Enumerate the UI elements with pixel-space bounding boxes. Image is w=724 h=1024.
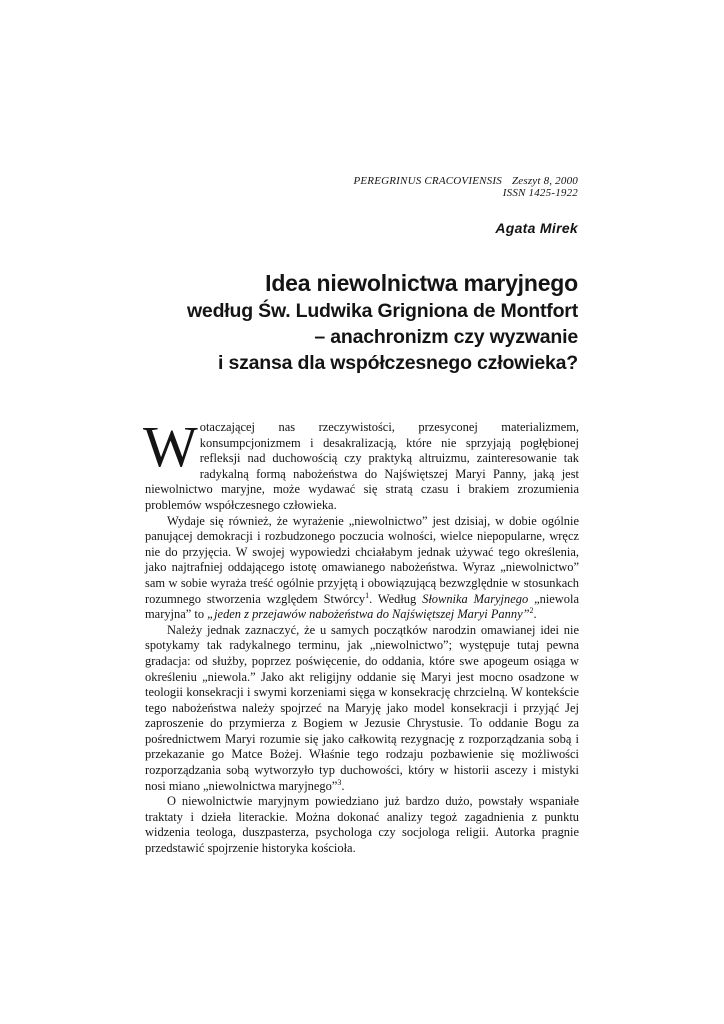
paragraph-3 (145, 623, 579, 795)
title-line-1: Idea niewolnictwa maryjnego (265, 270, 578, 296)
paragraph-2-source-title: Słownika Maryjnego (422, 591, 529, 606)
title-line-3: – anachronizm czy wyzwanie (314, 326, 578, 348)
journal-header (353, 175, 578, 199)
footnote-ref-3: 3 (337, 777, 342, 787)
paragraph-2-text-f: . (533, 607, 537, 622)
article-title (187, 268, 578, 376)
footnote-ref-1: 1 (365, 590, 370, 600)
paragraph-2-text-d: „niewola maryjna” to (145, 591, 579, 622)
title-line-4: i szansa dla współczesnego człowieka? (218, 352, 578, 374)
journal-name: PEREGRINUS CRACOVIENSIS (353, 175, 502, 187)
author-name: Agata Mirek (495, 220, 578, 236)
paragraph-2-quote: „jeden z przejawów nabożeństwa do Najświętszej Maryi Panny” (207, 607, 530, 622)
paragraph-4: O niewolnictwie maryjnym powiedziano już bardzo dużo, powstały wspaniałe traktaty i dzieła literackie. Można dokonać analizy tegoż zagadnienia z punktu widzenia teologa, duszpasterza, psychologa czy socjologa religii. Autorka pragnie przedstawić spojrzenie historyka kościoła. (145, 794, 579, 856)
journal-issn: ISSN 1425-1922 (502, 187, 578, 199)
title-line-2: według Św. Ludwika Grigniona de Montfort (186, 300, 578, 322)
paragraph-2 (145, 514, 579, 623)
footnote-ref-2: 2 (529, 606, 534, 616)
article-body (143, 414, 579, 857)
journal-issue: Zeszyt 8, 2000 (511, 175, 578, 187)
drop-cap: W (143, 414, 198, 479)
paragraph-3-text-b: . (341, 778, 345, 793)
paragraph-1-text: otaczającej nas rzeczywistości, przesyconej materializmem, konsumpcjonizmem i desakralizacją, które nie sprzyjają pogłębionej refleksji nad duchowością czy praktyką altruizmu, zainteresowanie tak radykalną formą nabożeństwa do Najświętszej Maryi Panny, jaką jest niewolnictwo maryjne, może wydawać się stratą czasu i brakiem zrozumienia problemów współczesnego człowieka. (145, 420, 579, 512)
paragraph-1 (143, 414, 579, 514)
paragraph-2-text-a: Wydaje się również, że wyrażenie „niewolnictwo” jest dzisiaj, w dobie ogólnie panującej demokracji i rozbudzonego poczucia wolności, wielce niepopularne, wręcz nie do przyjęcia. W swojej wypowiedzi chciałabym jednak używać tego określenia, jako najtrafniej oddającego istotę omawianego nabożeństwa. Wyraz „niewolnictwo” sam w sobie wyraża treść ogólnie przyjętą i obowiązującą bezwzględnie w stosunkach rozumnego stworzenia względem Stwórcy (145, 513, 579, 606)
paragraph-3-text-a: Należy jednak zaznaczyć, że u samych początków narodzin omawianej idei nie spotykamy tak radykalnego terminu, jak „niewolnictwo”; występuje tutaj pewna gradacja: od służby, poprzez poświęcenie, do oddania, które swe apogeum osiąga w określeniu „niewola.” Jako akt religijny oddanie się Maryi jest mocno osadzone w teologii konsekracji i swymi korzeniami sięga w konsekrację chrzcielną. W kontekście tego nabożeństwa należy spojrzeć na Maryję jako model konsekracji i przyjąć Jej zaproszenie do przymierza z Bogiem w Jezusie Chrystusie. To oddanie Bogu za pośrednictwem Maryi rozumie się jako całkowitą rezygnację z rozporządzania sobą i przekazanie go Matce Bożej. Właśnie tego rodzaju pozbawienie się możliwości rozporządzania sobą wytworzyło typ duchowości, który w historii ascezy i mistyki nosi miano „niewolnictwa maryjnego” (145, 622, 579, 793)
paragraph-2-text-b: . Według (369, 591, 423, 606)
